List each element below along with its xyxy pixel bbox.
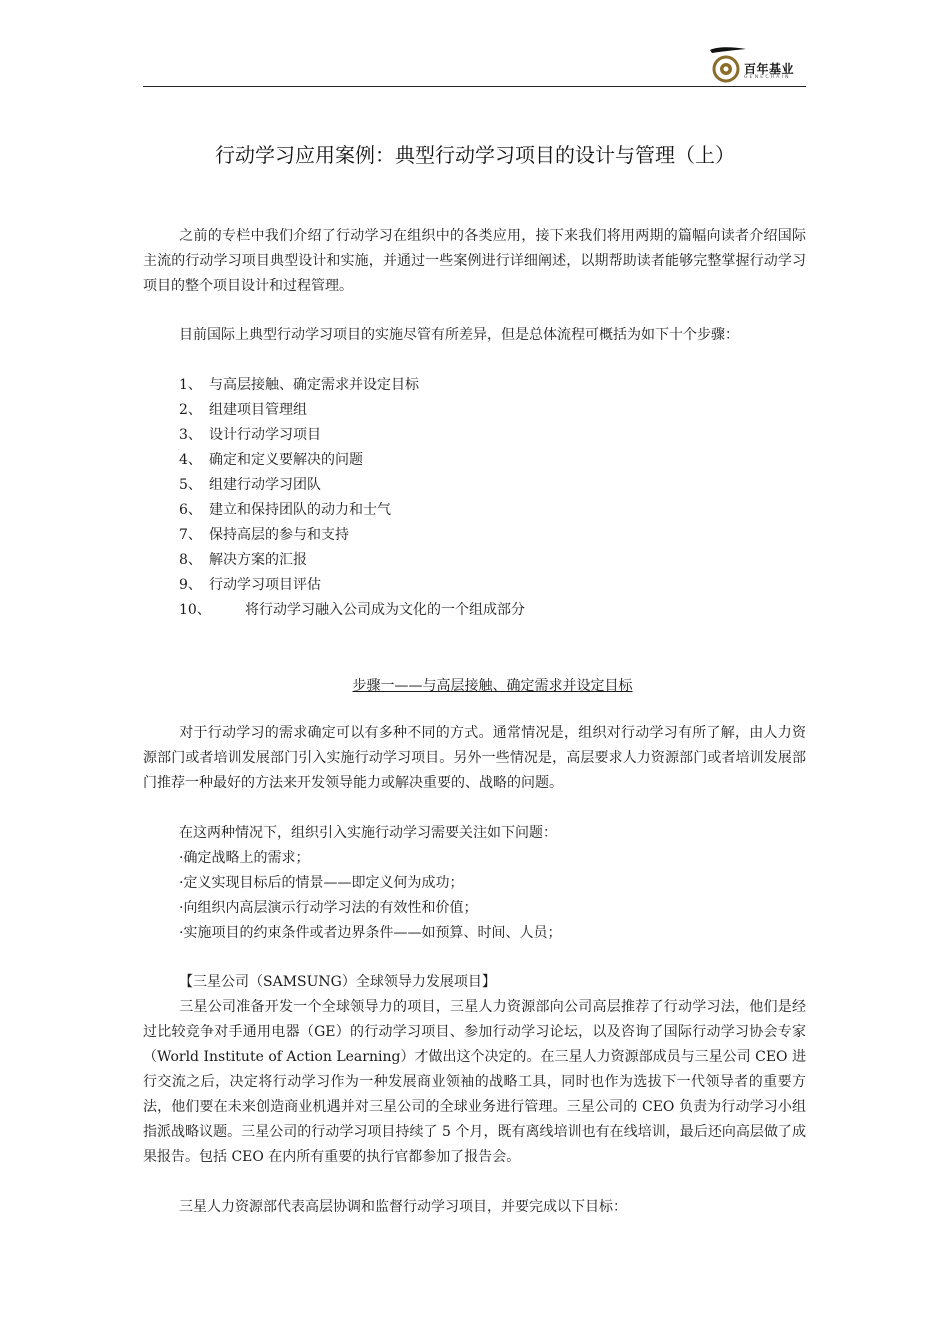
list-item: 5、 组建行动学习团队 bbox=[179, 477, 321, 493]
bullet-item: ·确定战略上的需求； bbox=[179, 850, 310, 866]
list-item: 3、 设计行动学习项目 bbox=[179, 427, 321, 443]
bullet-item: ·实施项目的约束条件或者边界条件——如预算、时间、人员； bbox=[179, 925, 562, 941]
page-title: 行动学习应用案例：典型行动学习项目的设计与管理（上） bbox=[215, 143, 735, 167]
case-paragraph: 三星公司准备开发一个全球领导力的项目，三星人力资源部向公司高层推荐了行动学习法，他们是经过比较竞争对手通用电器（GE）的行动学习项目、参加行动学习论坛，以及咨询了国际行动学习协会专家（World Institute of Action Learning）才做出这个决定的。在三星人力资源部成员与三星公司 CEO 进行交流之后，决定将行动学习作为一种发展商业领袖的战略工具，同时也作为选拔下一代领导者的重要方法，他们要在未来创造商业机遇并对三星公司的全球业务进行管理。三星公司的 CEO 负责为行动学习小组指派战略议题。三星公司的行动学习项目持续了 5 个月，既有离线培训也有在线培训，最后还向高层做了成果报告。包括 CEO 在内所有重要的执行官都参加了报告会。 bbox=[143, 999, 806, 1165]
list-item: 10、 将行动学习融入公司成为文化的一个组成部分 bbox=[179, 602, 525, 618]
case-paragraph2: 三星人力资源部代表高层协调和监督行动学习项目，并要完成以下目标： bbox=[179, 1199, 627, 1215]
logo-subtext: GENECHAIN bbox=[744, 75, 791, 80]
list-item: 6、 建立和保持团队的动力和士气 bbox=[179, 502, 391, 518]
bullet-item: ·定义实现目标后的情景——即定义何为成功； bbox=[179, 875, 464, 891]
case-title: 【三星公司（SAMSUNG）全球领导力发展项目】 bbox=[179, 974, 496, 990]
company-logo bbox=[706, 44, 816, 84]
list-item: 1、 与高层接触、确定需求并设定目标 bbox=[179, 377, 419, 393]
list-item: 9、 行动学习项目评估 bbox=[179, 577, 321, 593]
intro-paragraph: 之前的专栏中我们介绍了行动学习在组织中的各类应用，接下来我们将用两期的篇幅向读者介绍国际主流的行动学习项目典型设计和实施，并通过一些案例进行详细阐述，以期帮助读者能够完整掌握行动学习项目的整个项目设计和过程管理。 bbox=[143, 228, 806, 294]
bullet-item: ·向组织内高层演示行动学习法的有效性和价值； bbox=[179, 900, 478, 916]
logo-emblem-icon bbox=[706, 44, 746, 84]
section1-paragraph: 对于行动学习的需求确定可以有多种不同的方式。通常情况是，组织对行动学习有所了解，由人力资源部门或者培训发展部门引入实施行动学习项目。另外一些情况是，高层要求人力资源部门或者培训发展部门推荐一种最好的方法来开发领导能力或解决重要的、战略的问题。 bbox=[143, 725, 806, 791]
list-item: 4、 确定和定义要解决的问题 bbox=[179, 452, 363, 468]
list-item: 8、 解决方案的汇报 bbox=[179, 552, 307, 568]
logo-text: 百年基业 bbox=[744, 62, 795, 76]
section-heading: 步骤一——与高层接触、确定需求并设定目标 bbox=[352, 678, 633, 694]
steps-intro-paragraph: 目前国际上典型行动学习项目的实施尽管有所差异，但是总体流程可概括为如下十个步骤： bbox=[179, 327, 739, 343]
header-divider bbox=[143, 86, 806, 87]
list-item: 7、 保持高层的参与和支持 bbox=[179, 527, 349, 543]
section1-paragraph2: 在这两种情况下，组织引入实施行动学习需要关注如下问题： bbox=[179, 825, 557, 841]
list-item: 2、 组建项目管理组 bbox=[179, 402, 307, 418]
